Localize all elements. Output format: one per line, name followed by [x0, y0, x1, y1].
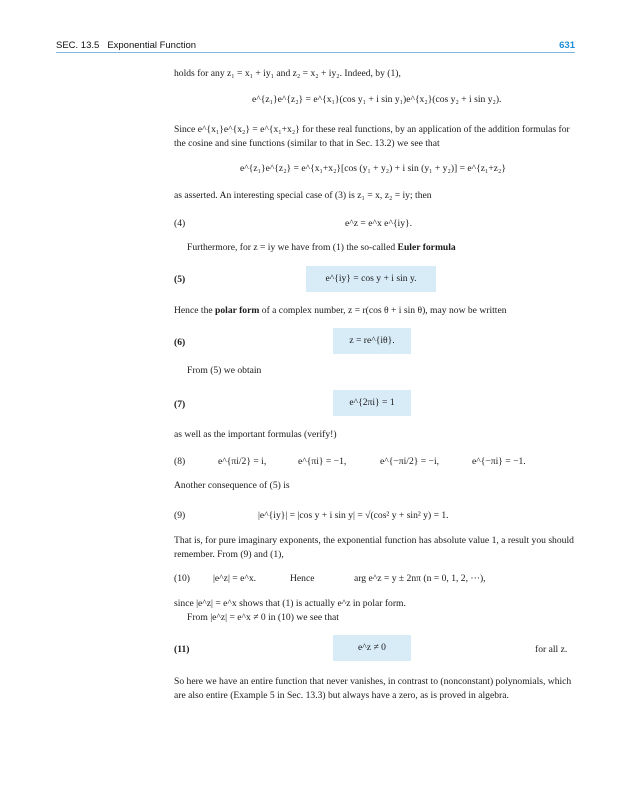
equation-8-part: e^{πi/2} = i,	[218, 456, 267, 467]
equation-a: e^{z₁}e^{z₂} = e^{x₁}(cos y₁ + i sin y₁)e^{x₂}(cos y₂ + i sin y₂).	[252, 94, 502, 105]
equation-8-part: e^{−πi} = −1.	[472, 456, 526, 467]
paragraph-line: Another consequence of (5) is	[174, 480, 290, 491]
paragraph: So here we have an entire function that never vanishes, in contrast to (nonconstant) polynomials, which are also entire (Example 5 in Sec. 13.3) but always have a zero, as is proved in algebra.	[174, 676, 572, 701]
paragraph-line: Furthermore, for z = iy we have from (1) the so-called Euler formula	[187, 242, 456, 253]
equation-9: |e^{iy}| = |cos y + i sin y| = √(cos² y + sin² y) = 1.	[258, 510, 449, 521]
equation-11-box: e^z ≠ 0	[333, 635, 411, 661]
equation-label-10: (10)	[174, 573, 190, 584]
equation-11-note: for all z.	[535, 644, 568, 655]
page-number: 631	[559, 40, 575, 51]
equation-label-11: (11)	[174, 644, 190, 655]
paragraph-line: as asserted. An interesting special case of (3) is z₁ = x, z₂ = iy; then	[174, 190, 432, 201]
page-header	[56, 34, 575, 54]
equation-8-part: e^{−πi/2} = −i,	[380, 456, 440, 467]
equation-8-part: e^{πi} = −1,	[298, 456, 347, 467]
paragraph-line: as well as the important formulas (verify!)	[174, 429, 337, 440]
paragraph-line: since |e^z| = e^x shows that (1) is actually e^z in polar form.	[174, 598, 406, 609]
equation-10-a: |e^z| = e^x.	[213, 573, 257, 584]
paragraph-line: holds for any z₁ = x₁ + iy₁ and z₂ = x₂ + iy₂. Indeed, by (1),	[174, 68, 401, 79]
paragraph-line: From |e^z| = e^x ≠ 0 in (10) we see that	[187, 612, 339, 623]
paragraph: Since e^{x₁}e^{x₂} = e^{x₁+x₂} for these real functions, by an application of the addition formulas for the cosine and sine functions (similar to that in Sec. 13.2) we see that	[174, 124, 570, 149]
equation-7-box: e^{2πi} = 1	[333, 390, 411, 416]
equation-label-7: (7)	[174, 399, 186, 410]
equation-label-6: (6)	[174, 337, 186, 348]
equation-label-5: (5)	[174, 274, 186, 285]
equation-label-4: (4)	[174, 218, 186, 229]
section-label: SEC. 13.5 Exponential Function	[56, 40, 197, 51]
equation-4: e^z = e^x e^{iy}.	[345, 218, 413, 229]
equation-5-box: e^{iy} = cos y + i sin y.	[306, 266, 436, 292]
equation-10-c: arg e^z = y ± 2nπ (n = 0, 1, 2, ···),	[354, 573, 486, 584]
equation-b: e^{z₁}e^{z₂} = e^{x₁+x₂}[cos (y₁ + y₂) + i sin (y₁ + y₂)] = e^{z₁+z₂}	[240, 163, 507, 174]
paragraph-line: Hence the polar form of a complex number, z = r(cos θ + i sin θ), may now be written	[174, 305, 507, 316]
equation-10-b: Hence	[290, 573, 315, 584]
equation-6-box: z = re^{iθ}.	[333, 328, 411, 354]
header-rule	[56, 52, 575, 53]
paragraph: That is, for pure imaginary exponents, the exponential function has absolute value 1, a result you should remember. From (9) and (1),	[174, 535, 574, 560]
equation-label-8: (8)	[174, 456, 186, 467]
paragraph-line: From (5) we obtain	[187, 365, 262, 376]
equation-label-9: (9)	[174, 510, 186, 521]
